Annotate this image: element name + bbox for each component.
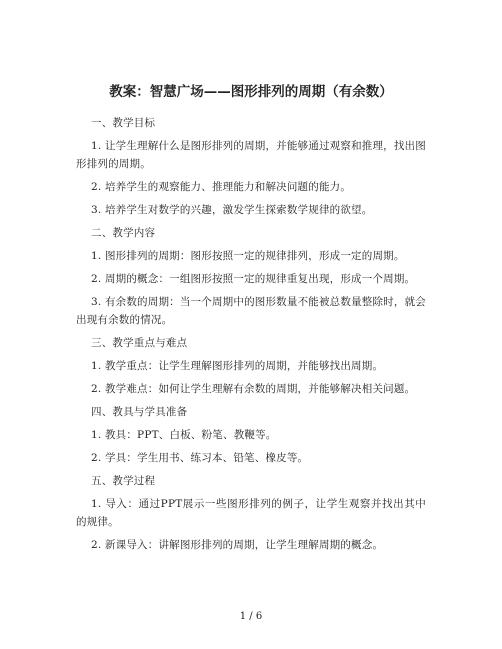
- paragraph: 2. 培养学生的观察能力、推理能力和解决问题的能力。: [91, 181, 352, 193]
- paragraph: 1. 让学生理解什么是图形排列的周期，并能够通过观察和推理，找出图形排列的周期。: [76, 140, 426, 170]
- section-process: [76, 472, 426, 554]
- section-objectives: [76, 114, 426, 219]
- section-heading: 四、教具与学具准备: [91, 406, 188, 418]
- section-key-points: [76, 334, 426, 398]
- paragraph: 3. 培养学生对数学的兴趣，激发学生探索数学规律的欲望。: [91, 204, 373, 216]
- section-heading: 一、教学目标: [91, 117, 156, 129]
- paragraph: 1. 导入：通过PPT展示一些图形排列的例子，让学生观察并找出其中的规律。: [76, 498, 426, 528]
- document-title: 教案：智慧广场——图形排列的周期（有余数）: [109, 84, 393, 100]
- paragraph: 2. 新课导入：讲解图形排列的周期，让学生理解周期的概念。: [91, 539, 384, 551]
- paragraph: 1. 教学重点：让学生理解图形排列的周期，并能够找出周期。: [91, 360, 384, 372]
- paragraph: 2. 学具：学生用书、练习本、铅笔、橡皮等。: [91, 452, 309, 464]
- section-heading: 二、教学内容: [91, 227, 156, 239]
- paragraph: 2. 周期的概念：一组图形按照一定的规律重复出现，形成一个周期。: [91, 273, 416, 285]
- paragraph: 1. 教具：PPT、白板、粉笔、教鞭等。: [91, 429, 277, 441]
- document-body: [76, 114, 426, 559]
- page-number: 1 / 6: [239, 611, 263, 622]
- section-content: [76, 224, 426, 329]
- paragraph: 2. 教学难点：如何让学生理解有余数的周期，并能够解决相关问题。: [91, 383, 416, 395]
- section-heading: 三、教学重点与难点: [91, 337, 188, 349]
- section-materials: [76, 403, 426, 467]
- paragraph: 3. 有余数的周期：当一个周期中的图形数量不能被总数量整除时，就会出现有余数的情况。: [76, 296, 426, 326]
- section-heading: 五、教学过程: [91, 475, 156, 487]
- paragraph: 1. 图形排列的周期：图形按照一定的规律排列，形成一定的周期。: [91, 250, 405, 262]
